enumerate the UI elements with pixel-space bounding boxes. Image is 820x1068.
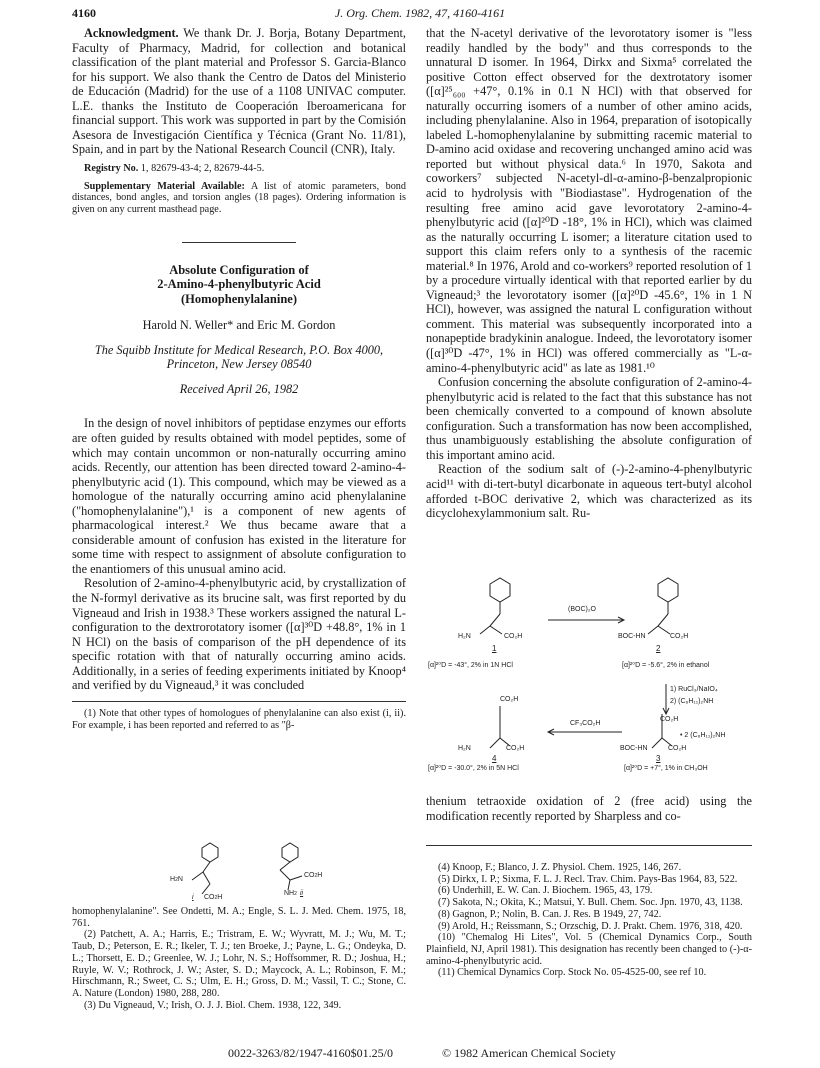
title-line-3: (Homophenylalanine) <box>181 291 297 306</box>
right-paragraph-2: Confusion concerning the absolute configuration of 2-amino-4-phenylbutyric acid is related to the fact that this substance has not been chemically converted to a compound of known absolute configuration. Such a transformation has now been accomplished, thus unambiguously establishing the absolute configuration of this important amino acid. <box>426 375 752 462</box>
compound-number-1: 1 <box>492 644 497 653</box>
right-footnotes <box>426 862 752 979</box>
section-divider <box>182 242 296 243</box>
ack-heading: Acknowledgment. <box>84 26 179 40</box>
title-line-1: Absolute Configuration of <box>169 262 309 277</box>
footnote-1-cont: homophenylalanine". See Ondetti, M. A.; Engle, S. L. J. Med. Chem. 1975, 18, 761. <box>72 906 406 929</box>
footnote-7: (7) Sakota, N.; Okita, K.; Matsui, Y. Bull. Chem. Soc. Jpn. 1970, 43, 1138. <box>438 897 743 909</box>
footnote-structures <box>140 838 340 904</box>
acknowledgment <box>72 26 406 157</box>
scheme-2-acid: CO₂H <box>670 633 689 640</box>
footnote-9: (9) Arold, H.; Reissmann, S.; Orzschig, D. J. Prakt. Chem. 1976, 318, 420. <box>438 920 743 932</box>
rotation-4: [α]²⁰D = -30.0°, 2% in 5N HCl <box>428 765 519 772</box>
registry-heading: Registry No. <box>84 162 139 174</box>
supp-heading: Supplementary Material Available: <box>84 180 245 192</box>
compound-number-3: 3 <box>656 754 661 763</box>
scheme-4-top-acid: CO₂H <box>500 696 519 703</box>
page-number: 4160 <box>72 6 96 20</box>
footnote-10: (10) "Chemalog Hi Lites", Vol. 5 (Chemical Dynamics Corp., South Plainfield, NJ, April 1981). This designation has recently been changed to (-)-α-amino-4-phenylbutyric acid. <box>426 932 752 967</box>
salt-label: • 2 (C₆H₁₁)₂NH <box>680 732 726 739</box>
left-column <box>72 26 406 731</box>
label-ii: ii <box>300 890 304 897</box>
scheme-4-acid: CO₂H <box>506 745 525 752</box>
footnote-divider <box>72 701 406 702</box>
affiliation <box>72 343 406 372</box>
registry-text: 1, 82679-43-4; 2, 82679-44-5. <box>140 162 265 174</box>
footnote-11: (11) Chemical Dynamics Corp. Stock No. 05-4525-00, see ref 10. <box>438 967 707 979</box>
received-date: Received April 26, 1982 <box>179 381 299 396</box>
rotation-3: [α]²⁰D = +7°, 1% in CH₃OH <box>624 765 708 772</box>
supp-text: A list of atomic parameters, bond distances, bond angles, and torsion angles (18 pages). Ordering information is given on any current masthead page. <box>72 180 406 216</box>
journal-running-head: J. Org. Chem. 1982, 47, 4160-4161 <box>334 6 506 20</box>
registry <box>72 163 406 175</box>
rotation-1: [α]²⁰D = -43°, 2% in 1N HCl <box>428 662 513 669</box>
footnote-4: (4) Knoop, F.; Blanco, J. Z. Physiol. Chem. 1925, 146, 267. <box>438 862 682 873</box>
footnote-6: (6) Underhill, E. W. Can. J. Biochem. 1965, 43, 179. <box>438 885 653 897</box>
scheme-1-amine: H₂N <box>458 633 471 640</box>
supplementary <box>72 181 406 216</box>
right-column-continued <box>426 794 752 846</box>
affiliation-line-2: Princeton, New Jersey 08540 <box>166 357 312 372</box>
scheme-1-acid: CO₂H <box>504 633 523 640</box>
affiliation-line-1: The Squibb Institute for Medical Research, P.O. Box 4000, <box>94 342 384 357</box>
ack-text: We thank Dr. J. Borja, Botany Department, Faculty of Pharmacy, Madrid, for collection and botanical classification of the plant material and Professor S. Garcia-Blanco for his support. We also thank the Centro de Datos del Ministerio de Educación (Madrid) for the use of a 1108 UNIVAC computer. L.E. thanks the Instituto de Cooperación Iberoamericana for financial support. This work was supported in part by the Comisión Asesora de Investigación Científica y Técnica (Grant No. 11/81), Spain, and in part by the National Research Council (CNR), Italy. <box>72 26 406 157</box>
left-footnotes <box>72 906 406 1011</box>
article-title <box>72 263 406 307</box>
right-column <box>426 26 752 521</box>
label-i: i <box>192 894 194 901</box>
rotation-2: [α]²⁰D = -5.6°, 2% in ethanol <box>622 662 710 669</box>
reagent-ruthenium: 1) RuCl₃/NaIO₄ <box>670 686 718 693</box>
body-paragraph-1: In the design of novel inhibitors of peptidase enzymes our efforts are often guided by results obtained with model peptides, some of which may contain uncommon or non-naturally occurring amino acids. Recently, our attention has been directed toward 2-amino-4-phenylbutyric acid (1). This compound, which may be viewed as a homologue of the naturally occurring amino acid phenylalanine ("homophenylalanine"),¹ is a component of new agents of pharmacological interest.² We thus became aware that a considerable amount of confusion has existed in the literature for some time with respect to assignment of absolute configuration to the enantiomers of this unusual amino acid. <box>72 416 406 576</box>
right-paragraph-1: that the N-acetyl derivative of the levorotatory isomer is "less readily handled by the body" and thus corresponds to the unnatural D isomer. In 1964, Dirkx and Sixma⁵ correlated the positive Cotton effect observed for the dextrotatory isomer ([α]²⁵₆₀₀ +47°, 0.1% in 0.1 N HCl) with that observed for naturally occurring isomers of a number of other amino acids, including phenylalanine. Also in 1964, preparation of isotopically labeled L-homophenylalanine by submitting racemic material to D-amino acid oxidase and recovering unchanged amino acid was reported but without physical data.⁶ In 1970, Sakota and coworkers⁷ subjected N-acetyl-dl-α-amino-β-benzalpropionic acid to hydrolysis with "Biodiastase". Hydrogenation of the resulting free amino acid gave levorotatory 2-amino-4-phenylbutyric acid ([α]²⁰D -18°, 1% in HCl), which was claimed as the naturally occurring L isomer; a literature citation used to support this claim refers only to a synthesis of the racemic material.⁸ In 1976, Arold and co-workers⁹ reported resolution of 1 by a procedure virtually identical with that reported earlier by du Vigneaud;³ the levorotatory isomer ([α]²⁰D -45.6°, 1% in 1 N HCl), however, was assigned the natural L configuration without comment. This material was subsequently incorporated into a nonapeptide bradykinin analogue. Indeed, the levorotatory isomer ([α]³⁰D -47°, 1% in HCl) was offered commercially as "L-α-amino-4-phenylbutyric acid" as late as 1981.¹⁰ <box>426 26 752 375</box>
right-footnote-divider <box>426 845 752 846</box>
scheme-3-acid: CO₂H <box>668 745 687 752</box>
scheme-4-amine: H₂N <box>458 745 471 752</box>
right-paragraph-3: Reaction of the sodium salt of (-)-2-amino-4-phenylbutyric acid¹¹ with di-tert-butyl dicarbonate in aqueous tert-butyl alcohol afforded t-BOC derivative 2, which was characterized as its dicyclohexylammonium salt. Ru- <box>426 462 752 521</box>
footer-copyright: © 1982 American Chemical Society <box>442 1046 616 1060</box>
body-paragraph-2: Resolution of 2-amino-4-phenylbutyric acid, by crystallization of the N-formyl derivative as its brucine salt, was first reported by du Vigneaud and Irish in 1938.³ These workers assigned the natural L-configuration to the dextrorotatory isomer ([α]³⁰D +48.8°, 1% in 1 N HCl) on the basis of comparison of the pH dependence of its specific rotation with that of naturally occurring amino acids. Additionally, in a series of feeding experiments initiated by Knoop⁴ and verified by du Vigneaud,³ it was concluded <box>72 576 406 693</box>
scheme-2-amine: BOC-HN <box>618 633 646 640</box>
footnote-2: (2) Patchett, A. A.; Harris, E.; Tristram, E. W.; Wyvratt, M. J.; Wu, M. T.; Taub, D.; Peterson, E. R.; Ikeler, T. J.; ten Broeke, J.; Payne, L. G.; Ondeyka, D. L.; Thorsett, E. D.; Greenlee, W. J.; Lohr, N. S.; Hoffsommer, R. D.; Joshua, H.; Ruyle, W. V.; Rothrock, J. W.; Aster, S. D.; Maycock, A. L.; Robinson, F. M.; Hirschmann, R.; Sweet, C. S.; Ulm, E. H.; Gross, D. M.; Vassil, T. C.; Stone, C. A. Nature (London) 1980, 288, 280. <box>72 929 406 999</box>
reagent-tfa: CF₃CO₂H <box>570 720 601 727</box>
footnote-1: (1) Note that other types of homologues of phenylalanine can also exist (i, ii). For example, i has been reported and referred to as "β- <box>72 707 406 731</box>
reagent-boc: (BOC)₂O <box>568 606 596 613</box>
right-paragraph-4: thenium tetraoxide oxidation of 2 (free acid) using the modification recently reported by Sharpless and co- <box>426 794 752 823</box>
title-line-2: 2-Amino-4-phenylbutyric Acid <box>157 277 321 292</box>
compound-number-2: 2 <box>656 644 661 653</box>
footnote-3: (3) Du Vigneaud, V.; Irish, O. J. J. Biol. Chem. 1938, 122, 349. <box>84 999 342 1011</box>
authors: Harold N. Weller* and Eric M. Gordon <box>142 318 336 333</box>
footnote-5: (5) Dirkx, I. P.; Sixma, F. L. J. Recl. Trav. Chim. Pays-Bas 1964, 83, 522. <box>438 873 738 885</box>
compound-number-4: 4 <box>492 754 497 763</box>
footnote-8: (8) Gagnon, P.; Nolin, B. Can. J. Res. B 1949, 27, 742. <box>438 908 662 920</box>
scheme-3-amine: BOC-HN <box>620 745 648 752</box>
footer-code: 0022-3263/82/1947-4160$01.25/0 <box>228 1046 393 1060</box>
reagent-amine: 2) (C₆H₁₁)₂NH <box>670 698 714 705</box>
scheme-3-top-acid: CO₂H <box>660 716 679 723</box>
